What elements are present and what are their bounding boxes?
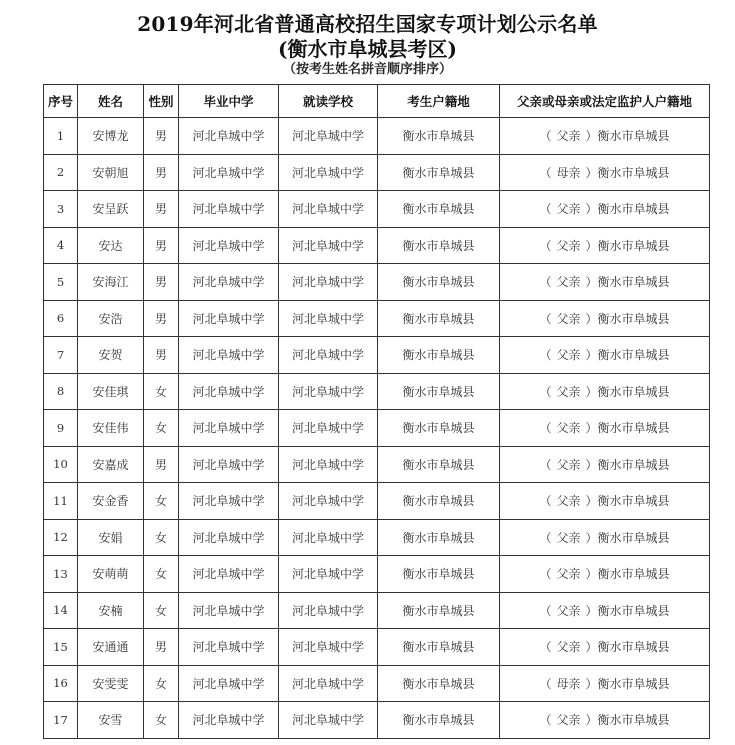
cell-gender: 男: [144, 227, 179, 264]
paren-close: ）: [585, 165, 598, 180]
cell-gender: 女: [144, 410, 179, 447]
paren-open: （: [539, 348, 552, 363]
guardian-domicile: 衡水市阜城县: [597, 129, 670, 144]
cell-name: 安朝旭: [78, 154, 144, 191]
cell-school: 河北阜城中学: [279, 373, 378, 410]
header-no: 序号: [44, 85, 78, 118]
guardian-domicile: 衡水市阜城县: [597, 603, 670, 618]
header-grad-school: 毕业中学: [179, 85, 279, 118]
paren-open: （: [539, 421, 552, 436]
paren-close: ）: [585, 202, 598, 217]
header-gender: 性别: [144, 85, 179, 118]
cell-name: 安楠: [78, 592, 144, 629]
cell-no: 3: [44, 191, 78, 228]
cell-no: 5: [44, 264, 78, 301]
paren-close: ）: [585, 713, 598, 728]
cell-gender: 男: [144, 446, 179, 483]
guardian-relation: 父亲: [556, 603, 581, 618]
cell-no: 7: [44, 337, 78, 374]
cell-school: 河北阜城中学: [279, 410, 378, 447]
guardian-relation: 父亲: [556, 202, 581, 217]
document-title: 2019年河北省普通高校招生国家专项计划公示名单: [137, 12, 598, 36]
cell-no: 14: [44, 592, 78, 629]
cell-domicile: 衡水市阜城县: [378, 264, 500, 301]
cell-name: 安嘉成: [78, 446, 144, 483]
table-row: [44, 118, 710, 155]
cell-domicile: 衡水市阜城县: [378, 556, 500, 593]
cell-guardian-domicile: [500, 154, 710, 191]
table-row: [44, 519, 710, 556]
paren-open: （: [539, 530, 552, 545]
cell-gender: 女: [144, 556, 179, 593]
table-row: [44, 446, 710, 483]
cell-school: 河北阜城中学: [279, 300, 378, 337]
paren-open: （: [539, 311, 552, 326]
cell-school: 河北阜城中学: [279, 665, 378, 702]
header-guardian-domicile: 父亲或母亲或法定监护人户籍地: [500, 85, 710, 118]
paren-open: （: [539, 165, 552, 180]
table-row: [44, 410, 710, 447]
cell-no: 15: [44, 629, 78, 666]
cell-gender: 男: [144, 191, 179, 228]
cell-guardian-domicile: [500, 665, 710, 702]
cell-guardian-domicile: [500, 373, 710, 410]
paren-close: ）: [585, 530, 598, 545]
cell-grad-school: 河北阜城中学: [179, 446, 279, 483]
guardian-domicile: 衡水市阜城县: [597, 567, 670, 582]
paren-close: ）: [585, 384, 598, 399]
paren-close: ）: [585, 238, 598, 253]
guardian-domicile: 衡水市阜城县: [597, 494, 670, 509]
paren-open: （: [539, 640, 552, 655]
cell-name: 安海江: [78, 264, 144, 301]
paren-open: （: [539, 275, 552, 290]
cell-guardian-domicile: [500, 337, 710, 374]
guardian-domicile: 衡水市阜城县: [597, 384, 670, 399]
guardian-relation: 父亲: [556, 530, 581, 545]
cell-gender: 女: [144, 592, 179, 629]
cell-domicile: 衡水市阜城县: [378, 410, 500, 447]
cell-domicile: 衡水市阜城县: [378, 154, 500, 191]
paren-open: （: [539, 202, 552, 217]
cell-gender: 男: [144, 118, 179, 155]
cell-grad-school: 河北阜城中学: [179, 556, 279, 593]
cell-domicile: 衡水市阜城县: [378, 629, 500, 666]
cell-no: 6: [44, 300, 78, 337]
cell-name: 安娟: [78, 519, 144, 556]
cell-name: 安佳伟: [78, 410, 144, 447]
paren-close: ）: [585, 348, 598, 363]
cell-school: 河北阜城中学: [279, 118, 378, 155]
cell-guardian-domicile: [500, 410, 710, 447]
guardian-domicile: 衡水市阜城县: [597, 311, 670, 326]
cell-gender: 男: [144, 154, 179, 191]
cell-guardian-domicile: [500, 446, 710, 483]
cell-school: 河北阜城中学: [279, 227, 378, 264]
header-domicile: 考生户籍地: [378, 85, 500, 118]
cell-domicile: 衡水市阜城县: [378, 191, 500, 228]
paren-open: （: [539, 238, 552, 253]
paren-open: （: [539, 567, 552, 582]
cell-grad-school: 河北阜城中学: [179, 592, 279, 629]
cell-guardian-domicile: [500, 191, 710, 228]
cell-school: 河北阜城中学: [279, 191, 378, 228]
paren-close: ）: [585, 640, 598, 655]
paren-close: ）: [585, 275, 598, 290]
cell-gender: 男: [144, 629, 179, 666]
cell-grad-school: 河北阜城中学: [179, 337, 279, 374]
paren-close: ）: [585, 311, 598, 326]
cell-school: 河北阜城中学: [279, 629, 378, 666]
cell-school: 河北阜城中学: [279, 337, 378, 374]
cell-domicile: 衡水市阜城县: [378, 446, 500, 483]
guardian-domicile: 衡水市阜城县: [597, 676, 670, 691]
table-row: [44, 191, 710, 228]
cell-grad-school: 河北阜城中学: [179, 264, 279, 301]
paren-open: （: [539, 129, 552, 144]
cell-grad-school: 河北阜城中学: [179, 410, 279, 447]
cell-gender: 男: [144, 337, 179, 374]
guardian-relation: 父亲: [556, 311, 581, 326]
cell-guardian-domicile: [500, 300, 710, 337]
cell-gender: 女: [144, 702, 179, 739]
guardian-relation: 父亲: [556, 384, 581, 399]
cell-guardian-domicile: [500, 264, 710, 301]
cell-grad-school: 河北阜城中学: [179, 665, 279, 702]
cell-school: 河北阜城中学: [279, 483, 378, 520]
guardian-relation: 父亲: [556, 494, 581, 509]
cell-guardian-domicile: [500, 629, 710, 666]
table-header-row: [44, 85, 710, 118]
cell-guardian-domicile: [500, 592, 710, 629]
guardian-relation: 母亲: [556, 676, 581, 691]
cell-no: 17: [44, 702, 78, 739]
cell-no: 12: [44, 519, 78, 556]
cell-gender: 女: [144, 519, 179, 556]
cell-no: 13: [44, 556, 78, 593]
cell-domicile: 衡水市阜城县: [378, 702, 500, 739]
table-row: [44, 154, 710, 191]
sort-note: （按考生姓名拼音顺序排序）: [282, 62, 452, 77]
guardian-domicile: 衡水市阜城县: [597, 275, 670, 290]
guardian-relation: 父亲: [556, 275, 581, 290]
cell-no: 1: [44, 118, 78, 155]
guardian-relation: 父亲: [556, 421, 581, 436]
paren-close: ）: [585, 457, 598, 472]
table-row: [44, 227, 710, 264]
paren-open: （: [539, 713, 552, 728]
candidate-table: [43, 84, 710, 739]
cell-guardian-domicile: [500, 519, 710, 556]
cell-grad-school: 河北阜城中学: [179, 118, 279, 155]
cell-guardian-domicile: [500, 702, 710, 739]
guardian-domicile: 衡水市阜城县: [597, 640, 670, 655]
guardian-relation: 父亲: [556, 129, 581, 144]
cell-domicile: 衡水市阜城县: [378, 665, 500, 702]
cell-name: 安萌萌: [78, 556, 144, 593]
table-row: [44, 702, 710, 739]
guardian-relation: 父亲: [556, 640, 581, 655]
guardian-relation: 父亲: [556, 238, 581, 253]
cell-name: 安通通: [78, 629, 144, 666]
cell-name: 安达: [78, 227, 144, 264]
cell-school: 河北阜城中学: [279, 446, 378, 483]
guardian-domicile: 衡水市阜城县: [597, 165, 670, 180]
cell-gender: 女: [144, 665, 179, 702]
cell-grad-school: 河北阜城中学: [179, 629, 279, 666]
cell-school: 河北阜城中学: [279, 592, 378, 629]
cell-domicile: 衡水市阜城县: [378, 519, 500, 556]
guardian-domicile: 衡水市阜城县: [597, 202, 670, 217]
cell-grad-school: 河北阜城中学: [179, 483, 279, 520]
table-row: [44, 337, 710, 374]
guardian-relation: 父亲: [556, 457, 581, 472]
guardian-relation: 母亲: [556, 165, 581, 180]
document-subtitle: (衡水市阜城县考区): [278, 37, 457, 61]
guardian-domicile: 衡水市阜城县: [597, 238, 670, 253]
table-body: [44, 118, 710, 739]
cell-no: 10: [44, 446, 78, 483]
paren-close: ）: [585, 494, 598, 509]
table-row: [44, 300, 710, 337]
cell-grad-school: 河北阜城中学: [179, 227, 279, 264]
cell-grad-school: 河北阜城中学: [179, 519, 279, 556]
cell-school: 河北阜城中学: [279, 264, 378, 301]
cell-domicile: 衡水市阜城县: [378, 337, 500, 374]
paren-close: ）: [585, 567, 598, 582]
cell-domicile: 衡水市阜城县: [378, 227, 500, 264]
paren-close: ）: [585, 421, 598, 436]
table-row: [44, 483, 710, 520]
table-row: [44, 264, 710, 301]
table-row: [44, 629, 710, 666]
guardian-domicile: 衡水市阜城县: [597, 421, 670, 436]
cell-domicile: 衡水市阜城县: [378, 118, 500, 155]
cell-name: 安金香: [78, 483, 144, 520]
table-row: [44, 556, 710, 593]
cell-grad-school: 河北阜城中学: [179, 154, 279, 191]
paren-close: ）: [585, 603, 598, 618]
cell-name: 安博龙: [78, 118, 144, 155]
paren-open: （: [539, 676, 552, 691]
cell-school: 河北阜城中学: [279, 519, 378, 556]
cell-domicile: 衡水市阜城县: [378, 300, 500, 337]
cell-domicile: 衡水市阜城县: [378, 483, 500, 520]
cell-no: 9: [44, 410, 78, 447]
cell-grad-school: 河北阜城中学: [179, 191, 279, 228]
cell-school: 河北阜城中学: [279, 556, 378, 593]
cell-no: 16: [44, 665, 78, 702]
guardian-relation: 父亲: [556, 713, 581, 728]
cell-no: 11: [44, 483, 78, 520]
header-school: 就读学校: [279, 85, 378, 118]
paren-close: ）: [585, 129, 598, 144]
paren-open: （: [539, 494, 552, 509]
cell-gender: 男: [144, 264, 179, 301]
table-row: [44, 373, 710, 410]
cell-grad-school: 河北阜城中学: [179, 300, 279, 337]
paren-open: （: [539, 603, 552, 618]
cell-gender: 女: [144, 373, 179, 410]
guardian-relation: 父亲: [556, 348, 581, 363]
paren-close: ）: [585, 676, 598, 691]
cell-gender: 女: [144, 483, 179, 520]
guardian-domicile: 衡水市阜城县: [597, 457, 670, 472]
cell-name: 安佳琪: [78, 373, 144, 410]
cell-gender: 男: [144, 300, 179, 337]
table-row: [44, 665, 710, 702]
table-row: [44, 592, 710, 629]
cell-no: 4: [44, 227, 78, 264]
guardian-domicile: 衡水市阜城县: [597, 530, 670, 545]
cell-guardian-domicile: [500, 118, 710, 155]
guardian-domicile: 衡水市阜城县: [597, 348, 670, 363]
paren-open: （: [539, 384, 552, 399]
cell-name: 安浩: [78, 300, 144, 337]
cell-guardian-domicile: [500, 227, 710, 264]
cell-domicile: 衡水市阜城县: [378, 373, 500, 410]
cell-no: 2: [44, 154, 78, 191]
cell-name: 安雪: [78, 702, 144, 739]
cell-school: 河北阜城中学: [279, 702, 378, 739]
cell-name: 安雯雯: [78, 665, 144, 702]
cell-guardian-domicile: [500, 556, 710, 593]
header-name: 姓名: [78, 85, 144, 118]
cell-no: 8: [44, 373, 78, 410]
cell-grad-school: 河北阜城中学: [179, 373, 279, 410]
cell-grad-school: 河北阜城中学: [179, 702, 279, 739]
cell-domicile: 衡水市阜城县: [378, 592, 500, 629]
cell-guardian-domicile: [500, 483, 710, 520]
cell-name: 安呈跃: [78, 191, 144, 228]
guardian-relation: 父亲: [556, 567, 581, 582]
cell-school: 河北阜城中学: [279, 154, 378, 191]
cell-name: 安贺: [78, 337, 144, 374]
guardian-domicile: 衡水市阜城县: [597, 713, 670, 728]
paren-open: （: [539, 457, 552, 472]
